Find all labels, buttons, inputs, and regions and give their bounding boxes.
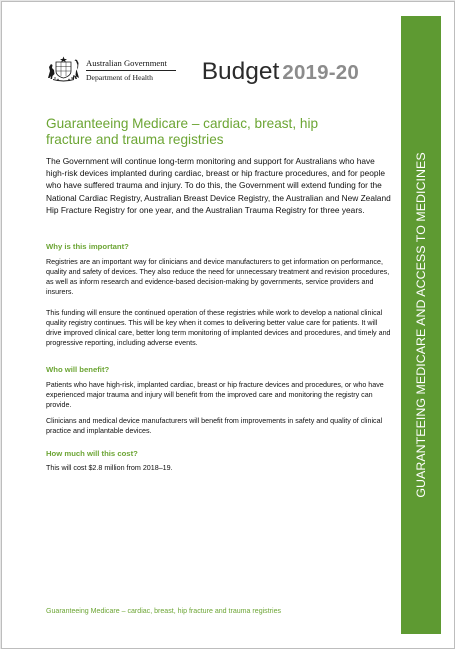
intro-paragraph: The Government will continue long-term monitoring and support for Australians who have high-risk devices implanted during cardiac, breast or hip fracture procedures, and for people who have suffered trauma and injury. To do this, the Government will extend funding for the National Cardiac Registry, Australian Breast Device Registry, the Australian and New Zealand Hip Fracture Registry for one year, and the Australian Trauma Registry for three years. [46, 156, 391, 215]
document-page [1, 1, 455, 649]
page-title: Guaranteeing Medicare – cardiac, breast, hip fracture and trauma registries [46, 116, 319, 147]
page-footer: Guaranteeing Medicare – cardiac, breast, hip fracture and trauma registries [46, 608, 282, 615]
government-name: Australian Government [86, 58, 167, 68]
why-important-paragraph-1: Registries are an important way for clinicians and device manufacturers to get information on performance, quality and safety of devices. They also reduce the need for unnecessary treatment and revision procedures, as well as inform research and evidence-based decision-making by governments, service providers and insurers. [46, 258, 390, 297]
side-banner-text: GUARANTEEING MEDICARE AND ACCESS TO MEDICINES [414, 152, 428, 498]
logo-divider [86, 70, 176, 71]
budget-title [202, 58, 359, 89]
department-name: Department of Health [86, 73, 154, 82]
page-header [46, 55, 392, 85]
section-heading-cost: How much will this cost? [46, 449, 138, 458]
who-benefit-paragraph-2: Clinicians and medical device manufacturers will benefit from improvements in safety and quality of clinical practice and implantable devices. [46, 417, 383, 436]
why-important-paragraph-2: This funding will ensure the continued operation of these registries while work to develop a national clinical quality registry continues. This will be key when it comes to delivering better value care for patients. It will drive improved clinical care, better long term monitoring of implanted devices and procedures, and timely and progressive reporting, including adverse events. [46, 309, 391, 348]
side-banner [401, 16, 441, 634]
coat-of-arms-logo [46, 56, 81, 82]
section-heading-who-benefit: Who will benefit? [46, 365, 110, 374]
section-heading-why-important: Why is this important? [46, 242, 129, 251]
budget-label: Budget [201, 58, 280, 85]
page-content [46, 2, 392, 648]
cost-paragraph: This will cost $2.8 million from 2018–19. [46, 464, 173, 472]
government-logo-text [86, 58, 178, 82]
budget-year: 2019-20 [282, 61, 359, 84]
who-benefit-paragraph-1: Patients who have high-risk, implanted cardiac, breast or hip fracture devices and procedures, or who have experienced major trauma and injury will benefit from the improved care and monitoring the registry can provide. [46, 381, 384, 410]
